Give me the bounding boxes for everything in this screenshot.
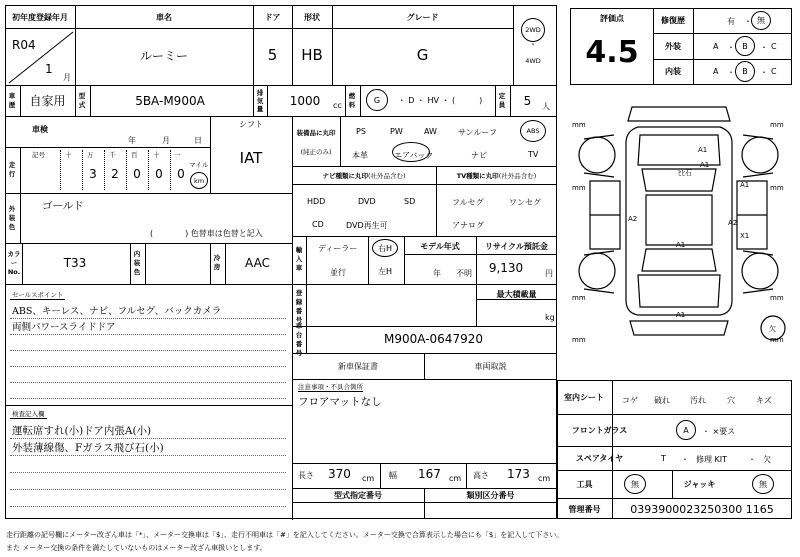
mileage-digit-label-1: 十 bbox=[65, 151, 72, 159]
damage-mark-2: A1 bbox=[700, 161, 710, 169]
equip-tv: TV bbox=[528, 150, 539, 159]
equip-navi: ナビ bbox=[471, 151, 487, 160]
interior-dot-1: ・ bbox=[727, 68, 735, 77]
mm-label-6: mm bbox=[770, 294, 784, 302]
import-parallel: 並行 bbox=[330, 268, 346, 277]
wheel-rear-right bbox=[742, 253, 778, 289]
color-no-label: カラーNo. bbox=[7, 249, 21, 276]
mileage-digit-label-4: 百 bbox=[131, 151, 138, 159]
body-outline bbox=[626, 127, 732, 315]
drive-2wd: 2WD bbox=[525, 26, 541, 34]
interior-color-label: 内装色 bbox=[133, 249, 141, 276]
width-unit: cm bbox=[449, 474, 462, 483]
shift-value: IAT bbox=[239, 148, 263, 167]
tv-oneseg: ワンセグ bbox=[509, 198, 541, 207]
exterior-dot-1: ・ bbox=[727, 43, 735, 52]
tools-value: 無 bbox=[631, 479, 639, 489]
wheel-front-right bbox=[742, 137, 778, 173]
height-value: 173 bbox=[507, 467, 530, 481]
repair-no: 無 bbox=[757, 16, 765, 25]
wheel-rear-left bbox=[579, 253, 615, 289]
mileage-digit-2: 2 bbox=[111, 167, 119, 181]
navi-cd: CD bbox=[312, 220, 324, 229]
damage-mark-5: A2 bbox=[628, 215, 638, 223]
shaken-year-unit: 年 bbox=[128, 136, 136, 145]
spare-missing: 欠 bbox=[763, 455, 771, 464]
recycle-unit: 円 bbox=[545, 269, 553, 278]
repair-dot: ・ bbox=[744, 17, 752, 26]
exterior-a: A bbox=[713, 42, 719, 51]
mm-label-7: mm bbox=[572, 336, 586, 344]
car-damage-diagram bbox=[560, 95, 795, 375]
exterior-label: 外装 bbox=[665, 41, 681, 51]
interior-c: C bbox=[771, 67, 777, 76]
seat-stain: 汚れ bbox=[690, 396, 706, 405]
inspector-line-2: 外装薄線傷、Fガラス飛び石(小) bbox=[12, 442, 164, 454]
height-unit: cm bbox=[538, 474, 551, 483]
type-label: 型式 bbox=[78, 92, 86, 109]
damage-mark-1: A1 bbox=[698, 146, 708, 154]
body-value: HB bbox=[301, 46, 323, 64]
roof bbox=[646, 195, 712, 245]
inspector-line-1: 運転席すれ(小)ドア内張A(小) bbox=[12, 425, 152, 437]
color-note: ( ) 色替車は色替と記入 bbox=[150, 229, 263, 238]
interior-dot-2: ・ bbox=[760, 68, 768, 77]
tv-label: TV種類に丸印 (社外品含む) bbox=[456, 171, 537, 180]
mileage-digit-label-3: 千 bbox=[109, 151, 116, 159]
drive-4wd: 4WD bbox=[525, 57, 541, 65]
import-label: 輸入車 bbox=[295, 245, 303, 272]
damage-mark-7: X1 bbox=[740, 232, 750, 240]
mileage-digit-5: 0 bbox=[177, 167, 185, 181]
chassis-label: 車台番号 bbox=[295, 322, 303, 357]
fuel-label: 燃料 bbox=[348, 92, 356, 109]
inspector-label: 検査記入欄 bbox=[12, 410, 45, 418]
mileage-digit-label-2: 万 bbox=[87, 151, 94, 159]
seat-tear: 破れ bbox=[654, 396, 670, 405]
equip-pw: PW bbox=[390, 127, 403, 136]
notes-text: フロアマットなし bbox=[298, 396, 382, 408]
footer-line-2: また メーター交換の条件を満たしていないものはメーター改ざん車扱いとします。 bbox=[6, 544, 267, 552]
model-year-unit: 年 bbox=[433, 269, 441, 278]
first-reg-era-year: R04 bbox=[12, 38, 36, 52]
first-reg-month: 1 bbox=[45, 62, 53, 76]
usage-label: 車歴 bbox=[8, 92, 16, 109]
damage-mark-3: ﾋﾋ石 bbox=[678, 169, 692, 177]
month-unit: 月 bbox=[63, 73, 71, 82]
length-label: 長さ bbox=[298, 471, 314, 480]
import-dealer: ディーラー bbox=[318, 244, 358, 253]
capacity-value: 5 bbox=[523, 93, 532, 108]
equip-aw: AW bbox=[424, 127, 437, 136]
mileage-label: 走行 bbox=[8, 161, 16, 178]
displacement-unit: cc bbox=[333, 101, 342, 110]
payload-unit: kg bbox=[545, 313, 555, 322]
mileage-digit-label-5: 十 bbox=[153, 151, 160, 159]
mm-label-1: mm bbox=[572, 121, 586, 129]
category-number-label: 類別区分番号 bbox=[466, 490, 515, 500]
grade-label: グレード bbox=[406, 12, 439, 22]
length-unit: cm bbox=[362, 474, 375, 483]
fuel-options: ・ D ・ HV ・ ( ) bbox=[397, 95, 483, 105]
damage-mark-6: A2 bbox=[728, 219, 738, 227]
navi-sd: SD bbox=[404, 197, 416, 206]
doors-label: ドア bbox=[264, 12, 281, 22]
shaken-month-unit: 月 bbox=[162, 136, 170, 145]
mm-label-3: mm bbox=[572, 184, 586, 192]
mgmt-number-label: 管理番号 bbox=[568, 504, 601, 514]
exterior-dot-2: ・ bbox=[760, 43, 768, 52]
tv-fullseg: フルセグ bbox=[452, 198, 484, 207]
mm-label-2: mm bbox=[770, 121, 784, 129]
notes-label: 注意事項・不具合箇所 bbox=[298, 383, 363, 391]
repair-history-label: 修復歴 bbox=[661, 15, 685, 25]
repair-yes: 有 bbox=[727, 17, 735, 26]
sales-point-label: セールスポイント bbox=[12, 291, 64, 299]
exterior-b: B bbox=[742, 41, 748, 51]
jack-label: ジャッキ bbox=[683, 479, 716, 489]
doors-value: 5 bbox=[267, 46, 278, 64]
tv-analog: アナログ bbox=[452, 221, 484, 230]
import-right-h: 右H bbox=[377, 243, 392, 253]
equip-abs: ABS bbox=[526, 127, 540, 135]
color-label: 外装色 bbox=[8, 204, 16, 231]
model-year-label: モデル年式 bbox=[420, 241, 460, 251]
color-no-value: T33 bbox=[63, 256, 87, 270]
new-car-warranty: 新車保証書 bbox=[338, 361, 378, 371]
interior-b: B bbox=[742, 67, 748, 76]
import-left-h: 左H bbox=[377, 266, 392, 276]
interior-label: 内装 bbox=[665, 66, 681, 76]
drive-dot: ・ bbox=[529, 39, 537, 49]
aircon-value: AAC bbox=[245, 256, 270, 270]
tailgate bbox=[638, 275, 720, 307]
damage-mark-9: A1 bbox=[676, 311, 686, 319]
length-value: 370 bbox=[328, 467, 351, 481]
usage-value: 自家用 bbox=[29, 94, 66, 108]
equip-ps: PS bbox=[356, 127, 366, 136]
wheel-front-left bbox=[579, 137, 615, 173]
jack-value: 無 bbox=[759, 479, 767, 489]
equip-sub: (純正のみ) bbox=[300, 147, 332, 156]
type-value: 5BA-M900A bbox=[135, 93, 205, 108]
aircon-label: 冷房 bbox=[213, 254, 221, 271]
displacement-value: 1000 bbox=[289, 93, 321, 108]
interior-a: A bbox=[713, 67, 719, 76]
mm-label-5: mm bbox=[572, 294, 586, 302]
reg-number-label: 登録番号 bbox=[295, 289, 303, 324]
front-glass-label: フロントガラス bbox=[571, 425, 628, 435]
front-glass-rest: ・ ×要ス bbox=[702, 427, 736, 436]
mileage-digit-3: 0 bbox=[133, 167, 141, 181]
seat-burn: コゲ bbox=[622, 396, 638, 405]
sales-point-line-1: ABS、キーレス、ナビ、フルセグ、バックカメラ bbox=[12, 306, 222, 317]
mm-label-8: mm bbox=[770, 336, 784, 344]
mm-label-4: mm bbox=[770, 184, 784, 192]
navi-dvd: DVD bbox=[358, 197, 376, 206]
fuel-g: G bbox=[373, 95, 381, 105]
chassis-value: M900A-0647920 bbox=[384, 332, 483, 346]
grade-value: G bbox=[416, 46, 429, 64]
spare-tire-label: スペアタイヤ bbox=[575, 453, 624, 463]
shaken-day-unit: 日 bbox=[194, 136, 202, 145]
width-value: 167 bbox=[418, 467, 441, 481]
front-bumper bbox=[628, 107, 730, 121]
sales-point-line-2: 両側パワースライドドア bbox=[12, 322, 116, 333]
rear-glass bbox=[642, 249, 716, 271]
shaken-label: 車検 bbox=[32, 124, 48, 134]
mileage-digit-1: 3 bbox=[89, 167, 97, 181]
mileage-digit-label-0: 記号 bbox=[32, 151, 45, 159]
equip-sunroof: サンルーフ bbox=[458, 128, 497, 137]
mileage-unit-mile: マイル bbox=[189, 161, 209, 169]
first-reg-label: 初年度登録年月 bbox=[12, 12, 68, 22]
damage-mark-8: A1 bbox=[676, 241, 686, 249]
exterior-c: C bbox=[771, 42, 777, 51]
equip-airbag: エアバック bbox=[394, 151, 434, 160]
model-name: ルーミー bbox=[139, 48, 188, 63]
interior-seat-label: 室内シート bbox=[564, 393, 604, 402]
spare-dot-2: ・ bbox=[748, 455, 756, 464]
front-glass-a: A bbox=[683, 425, 689, 435]
model-year-unknown: 不明 bbox=[456, 269, 472, 278]
navi-hdd: HDD bbox=[307, 197, 326, 206]
shift-label: シフト bbox=[239, 119, 263, 129]
vehicle-manual: 車両取説 bbox=[474, 361, 507, 371]
navi-dvd-playback: DVD再生可 bbox=[346, 221, 388, 230]
body-label: 形状 bbox=[304, 12, 320, 22]
mileage-unit-km: km bbox=[193, 176, 205, 185]
footer-line-1: 走行距離の記号欄にメーター改ざん車は「*」、メーター交換車は「$」、走行不明車は「#」を記入してください。メーター交換で合算表示した場合にも「$」を記入して下さい。 bbox=[6, 531, 564, 539]
color-value: ゴールド bbox=[42, 200, 84, 212]
type-designation-label: 型式指定番号 bbox=[334, 490, 382, 500]
score-value: 4.5 bbox=[585, 35, 639, 70]
score-label: 評価点 bbox=[600, 13, 624, 23]
spare-repair-kit: 修理 KIT bbox=[696, 455, 728, 464]
recycle-value: 9,130 bbox=[488, 261, 524, 275]
equip-label: 装備品に丸印 bbox=[296, 128, 336, 137]
height-label: 高さ bbox=[473, 471, 489, 480]
displacement-label: 排気量 bbox=[256, 89, 264, 113]
equip-leather: 本革 bbox=[352, 151, 368, 160]
model-name-label: 車名 bbox=[156, 12, 172, 22]
capacity-unit: 人 bbox=[542, 102, 550, 111]
seat-scratch: キズ bbox=[756, 396, 772, 405]
damage-mark-4: A1 bbox=[740, 181, 750, 189]
mileage-digit-label-6: 一 bbox=[174, 151, 181, 159]
mileage-digit-4: 0 bbox=[155, 167, 163, 181]
tools-label: 工具 bbox=[576, 479, 593, 489]
rear-bumper bbox=[630, 321, 728, 335]
width-label: 幅 bbox=[389, 471, 397, 480]
spare-dot-1: ・ bbox=[681, 455, 689, 464]
mgmt-number-value: 0393900023250300 1165 bbox=[630, 502, 774, 516]
recycle-label: リサイクル預託金 bbox=[485, 241, 548, 251]
capacity-label: 定員 bbox=[498, 92, 506, 109]
payload-label: 最大積載量 bbox=[496, 289, 537, 299]
seat-hole: 穴 bbox=[727, 396, 735, 405]
navi-label: ナビ種類に丸印 (社外品含む) bbox=[322, 171, 406, 180]
spare-t: T bbox=[661, 454, 666, 463]
missing-note: 欠 bbox=[769, 325, 776, 333]
